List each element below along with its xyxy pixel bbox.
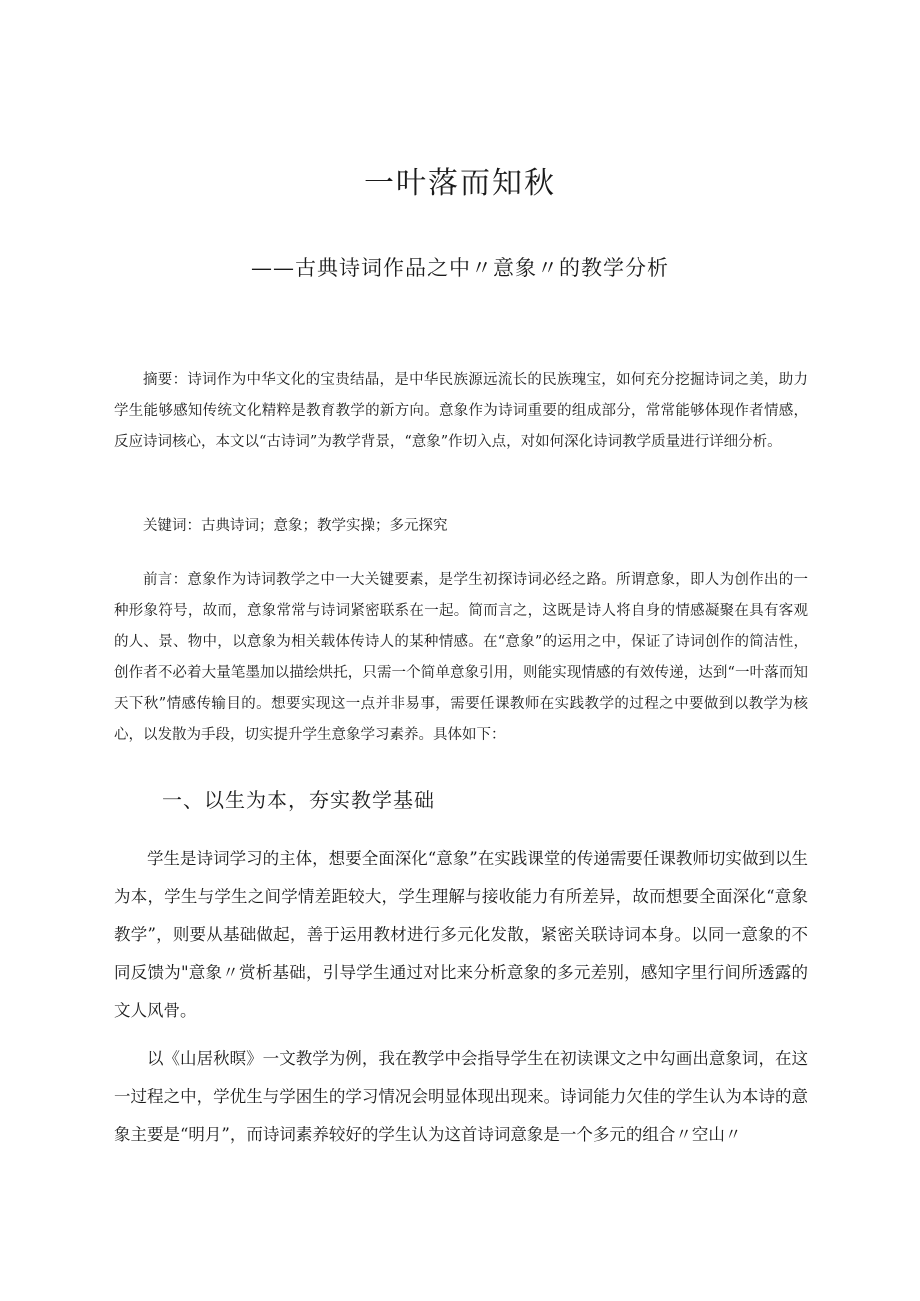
document-title: 一叶落而知秋 <box>364 166 556 201</box>
preface-paragraph: 前言：意象作为诗词教学之中一大关键要素，是学生初探诗词必经之路。所谓意象，即人为创作出的一种形象符号，故而，意象常常与诗词紧密联系在一起。简而言之，这既是诗人将自身的情感凝聚在具有客观的人、景、物中，以意象为相关载体传诗人的某种情感。在“意象”的运用之中，保证了诗词创作的简洁性，创作者不必着大量笔墨加以描绘烘托，只需一个简单意象引用，则能实现情感的有效传递，达到“一叶落而知天下秋”情感传输目的。想要实现这一点并非易事，需要任课教师在实践教学的过程之中要做到以教学为核心，以发散为手段，切实提升学生意象学习素养。具体如下： <box>114 572 808 743</box>
document-subtitle: ——古典诗词作品之中〃意象〃的教学分析 <box>251 256 669 280</box>
body-paragraph-2: 以《山居秋暝》一文教学为例，我在教学中会指导学生在初读课文之中勾画出意象词，在这一过程之中，学优生与学困生的学习情况会明显体现出现来。诗词能力欠佳的学生认为本诗的意象主要是“明月”，而诗词素养较好的学生认为这首诗词意象是一个多元的组合〃空山〃 <box>114 1049 808 1144</box>
abstract-paragraph: 摘要：诗词作为中华文化的宝贵结晶，是中华民族源远流长的民族瑰宝，如何充分挖掘诗词之美，助力学生能够感知传统文化精粹是教育教学的新方向。意象作为诗词重要的组成部分，常常能够体现作者情感，反应诗词核心，本文以“古诗词”为教学背景，“意象”作切入点，对如何深化诗词教学质量进行详细分析。 <box>114 372 808 450</box>
body-paragraph-1: 学生是诗词学习的主体，想要全面深化“意象”在实践课堂的传递需要任课教师切实做到以生为本，学生与学生之间学情差距较大，学生理解与接收能力有所差异，故而想要全面深化“意象教学”，则要从基础做起，善于运用教材进行多元化发散，紧密关联诗词本身。以同一意象的不同反馈为"意象〃赏析基础，引导学生通过对比来分析意象的多元差别，感知字里行间所透露的文人风骨。 <box>114 849 808 1020</box>
keywords-line: 关键词：古典诗词；意象；教学实操；多元探究 <box>143 518 448 534</box>
section-heading-1: 一、以生为本，夯实教学基础 <box>162 788 435 812</box>
